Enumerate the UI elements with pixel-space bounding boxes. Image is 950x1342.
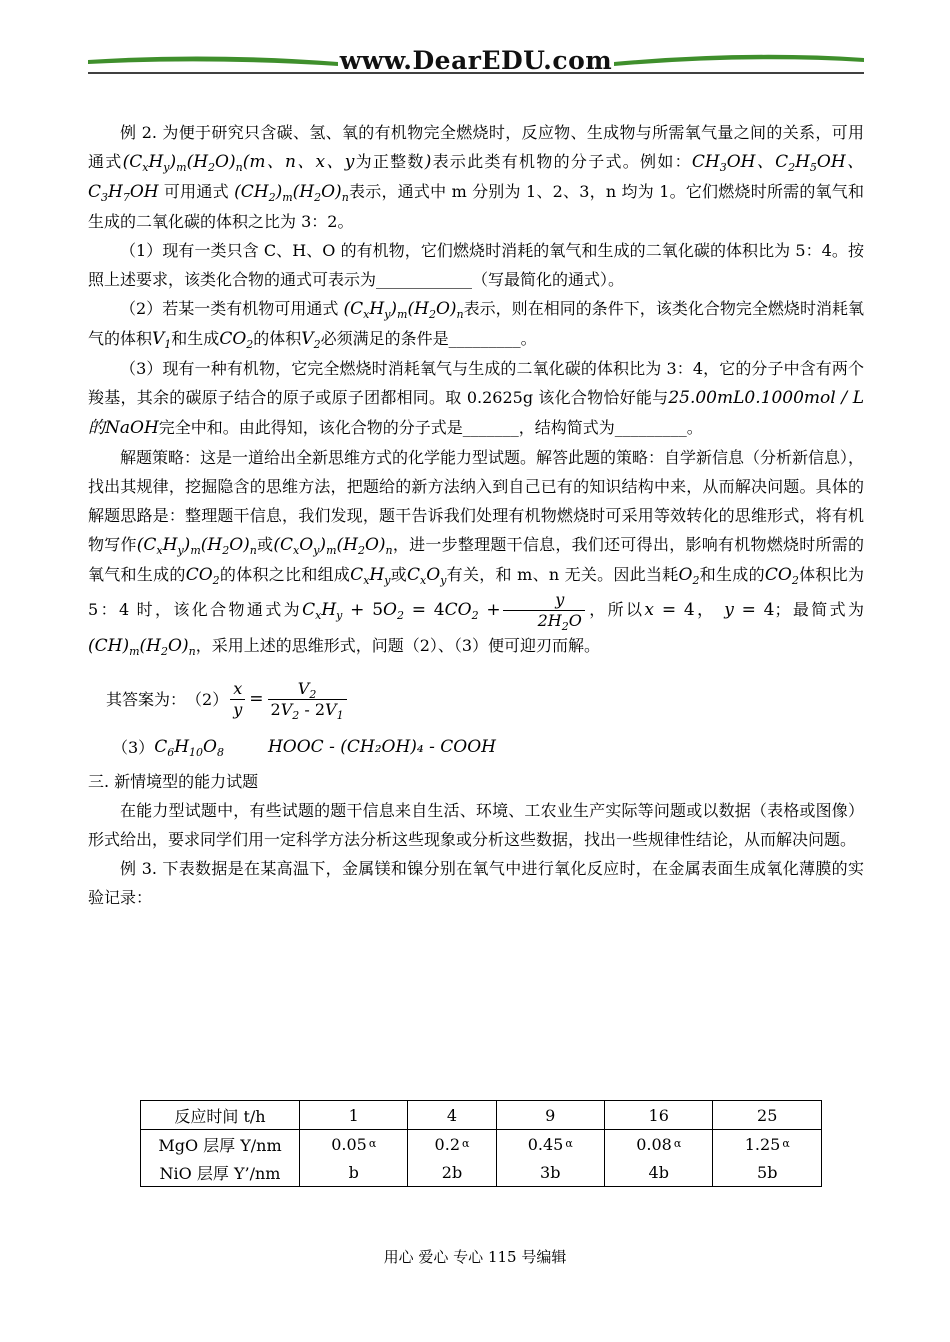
table-header-row: 反应时间 t/h 1 4 9 16 25 [141,1101,822,1130]
document-body [88,118,864,912]
question-3: （3）现有一种有机物，它完全燃烧时消耗氧气与生成的二氧化碳的体积比为 3：4，它的分子中含有两个羧基，其余的碳原子结合的原子或原子团都相同。取 0.2625g 该化合物恰好能与25.00mL0.1000mol / L的NaOH完全中和。由此得知，该化合物的分子式是_______，结构简式为_________。 [88,359,864,438]
answer-3-formula: $C_6H_{10}O_8$ [154,736,224,759]
answers [88,671,864,767]
section-3-title: 三. 新情境型的能力试题 [88,772,259,791]
table-row-mgo: MgO 层厚 Y/nm 0.05 α 0.2 α 0.45 α 0.08 α 1.25 α [141,1130,822,1159]
oxidation-table [140,1100,822,1187]
page-footer: 用心 爱心 专心 115 号编辑 [383,1248,567,1266]
answer-2: 其答案为： （2） $\frac{x}{y}$ = $\frac{V_2}{2V_2 - 2V_1}$ [88,671,864,727]
answer-3-structure: HOOC - (CH₂OH)₄ - COOH [267,736,496,757]
question-2: （2）若某一类有机物可用通式 $(C_xH_y)_m(H_2O)_n$表示，则在相同的条件下，该类化合物完全燃烧时消耗氧气的体积$V_1$和生成$CO_2$的体积$V_2$必须满足的条件是_________。 [88,299,864,351]
example-2-intro: 例 2. 为便于研究只含碳、氢、氧的有机物完全燃烧时，反应物、生成物与所需氧气量之间的关系，可用通式$(C_xH_y)_m(H_2O)_n(m$、n、x、y为正整数)表示此类有机物的分子式。例如：$CH_3OH$、$C_2H_5OH$、$C_3H_7OH$ 可用通式 $(CH_2)_m(H_2O)_n$表示，通式中 m 分别为 1、2、3，n 均为 1。它们燃烧时所需的氧气和生成的二氧化碳的体积之比为 3：2。 [88,123,864,231]
section-3-intro: 在能力型试题中，有些试题的题干信息来自生活、环境、工农业生产实际等问题或以数据（表格或图像）形式给出，要求同学们用一定科学方法分析这些现象或分析这些数据，找出一些规律性结论，从而解决问题。 [88,801,864,849]
site-brand: www.DearEDU.com [339,46,613,75]
page-header [88,42,864,82]
answer-3: （3） $C_6H_{10}O_8$ HOOC - (CH₂OH)₄ - COOH [88,727,864,767]
example-3-intro: 例 3. 下表数据是在某高温下，金属镁和镍分别在氧气中进行氧化反应时，在金属表面生成氧化薄膜的实验记录： [88,859,864,907]
question-1: （1）现有一类只含 C、H、O 的有机物，它们燃烧时消耗的氧气和生成的二氧化碳的体积比为 5：4。按照上述要求，该类化合物的通式可表示为____________（写最简化的通式）。 [88,241,864,289]
answer-2-formula-right: $\frac{V_2}{2V_2 - 2V_1}$ [268,679,347,720]
table-row-nio: NiO 层厚 Y’/nm b 2b 3b 4b 5b [141,1158,822,1187]
solution-strategy: 解题策略：这是一道给出全新思维方式的化学能力型试题。解答此题的策略：自学新信息（分析新信息），找出其规律，挖掘隐含的思维方法，把题给的新方法纳入到自己已有的知识结构中来，从而解决问题。具体的解题思路是：整理题干信息，我们发现，题干告诉我们处理有机物燃烧时可采用等效转化的思维形式，将有机物写作$(C_xH_y)_m(H_2O)_n$或$(C_xO_y)_m(H_2O)_n$，进一步整理题干信息，我们还可得出，影响有机物燃烧时所需的氧气和生成的$CO_2$的体积之比和组成$C_xH_y$或$C_xO_y$有关，和 m、n 无关。因此当耗$O_2$和生成的$CO_2$体积比为 5：4 时，该化合物通式为$C_xH_y + 5O_2 = 4CO_2$ + $\frac{y}{2H_2O}$ ，所以x = 4， y = 4；最简式为$(CH)_m(H_2O)_n$，采用上述的思维形式，问题（2）、（3）便可迎刃而解。 [88,448,865,658]
answer-2-formula-left: $\frac{x}{y}$ [230,679,245,720]
